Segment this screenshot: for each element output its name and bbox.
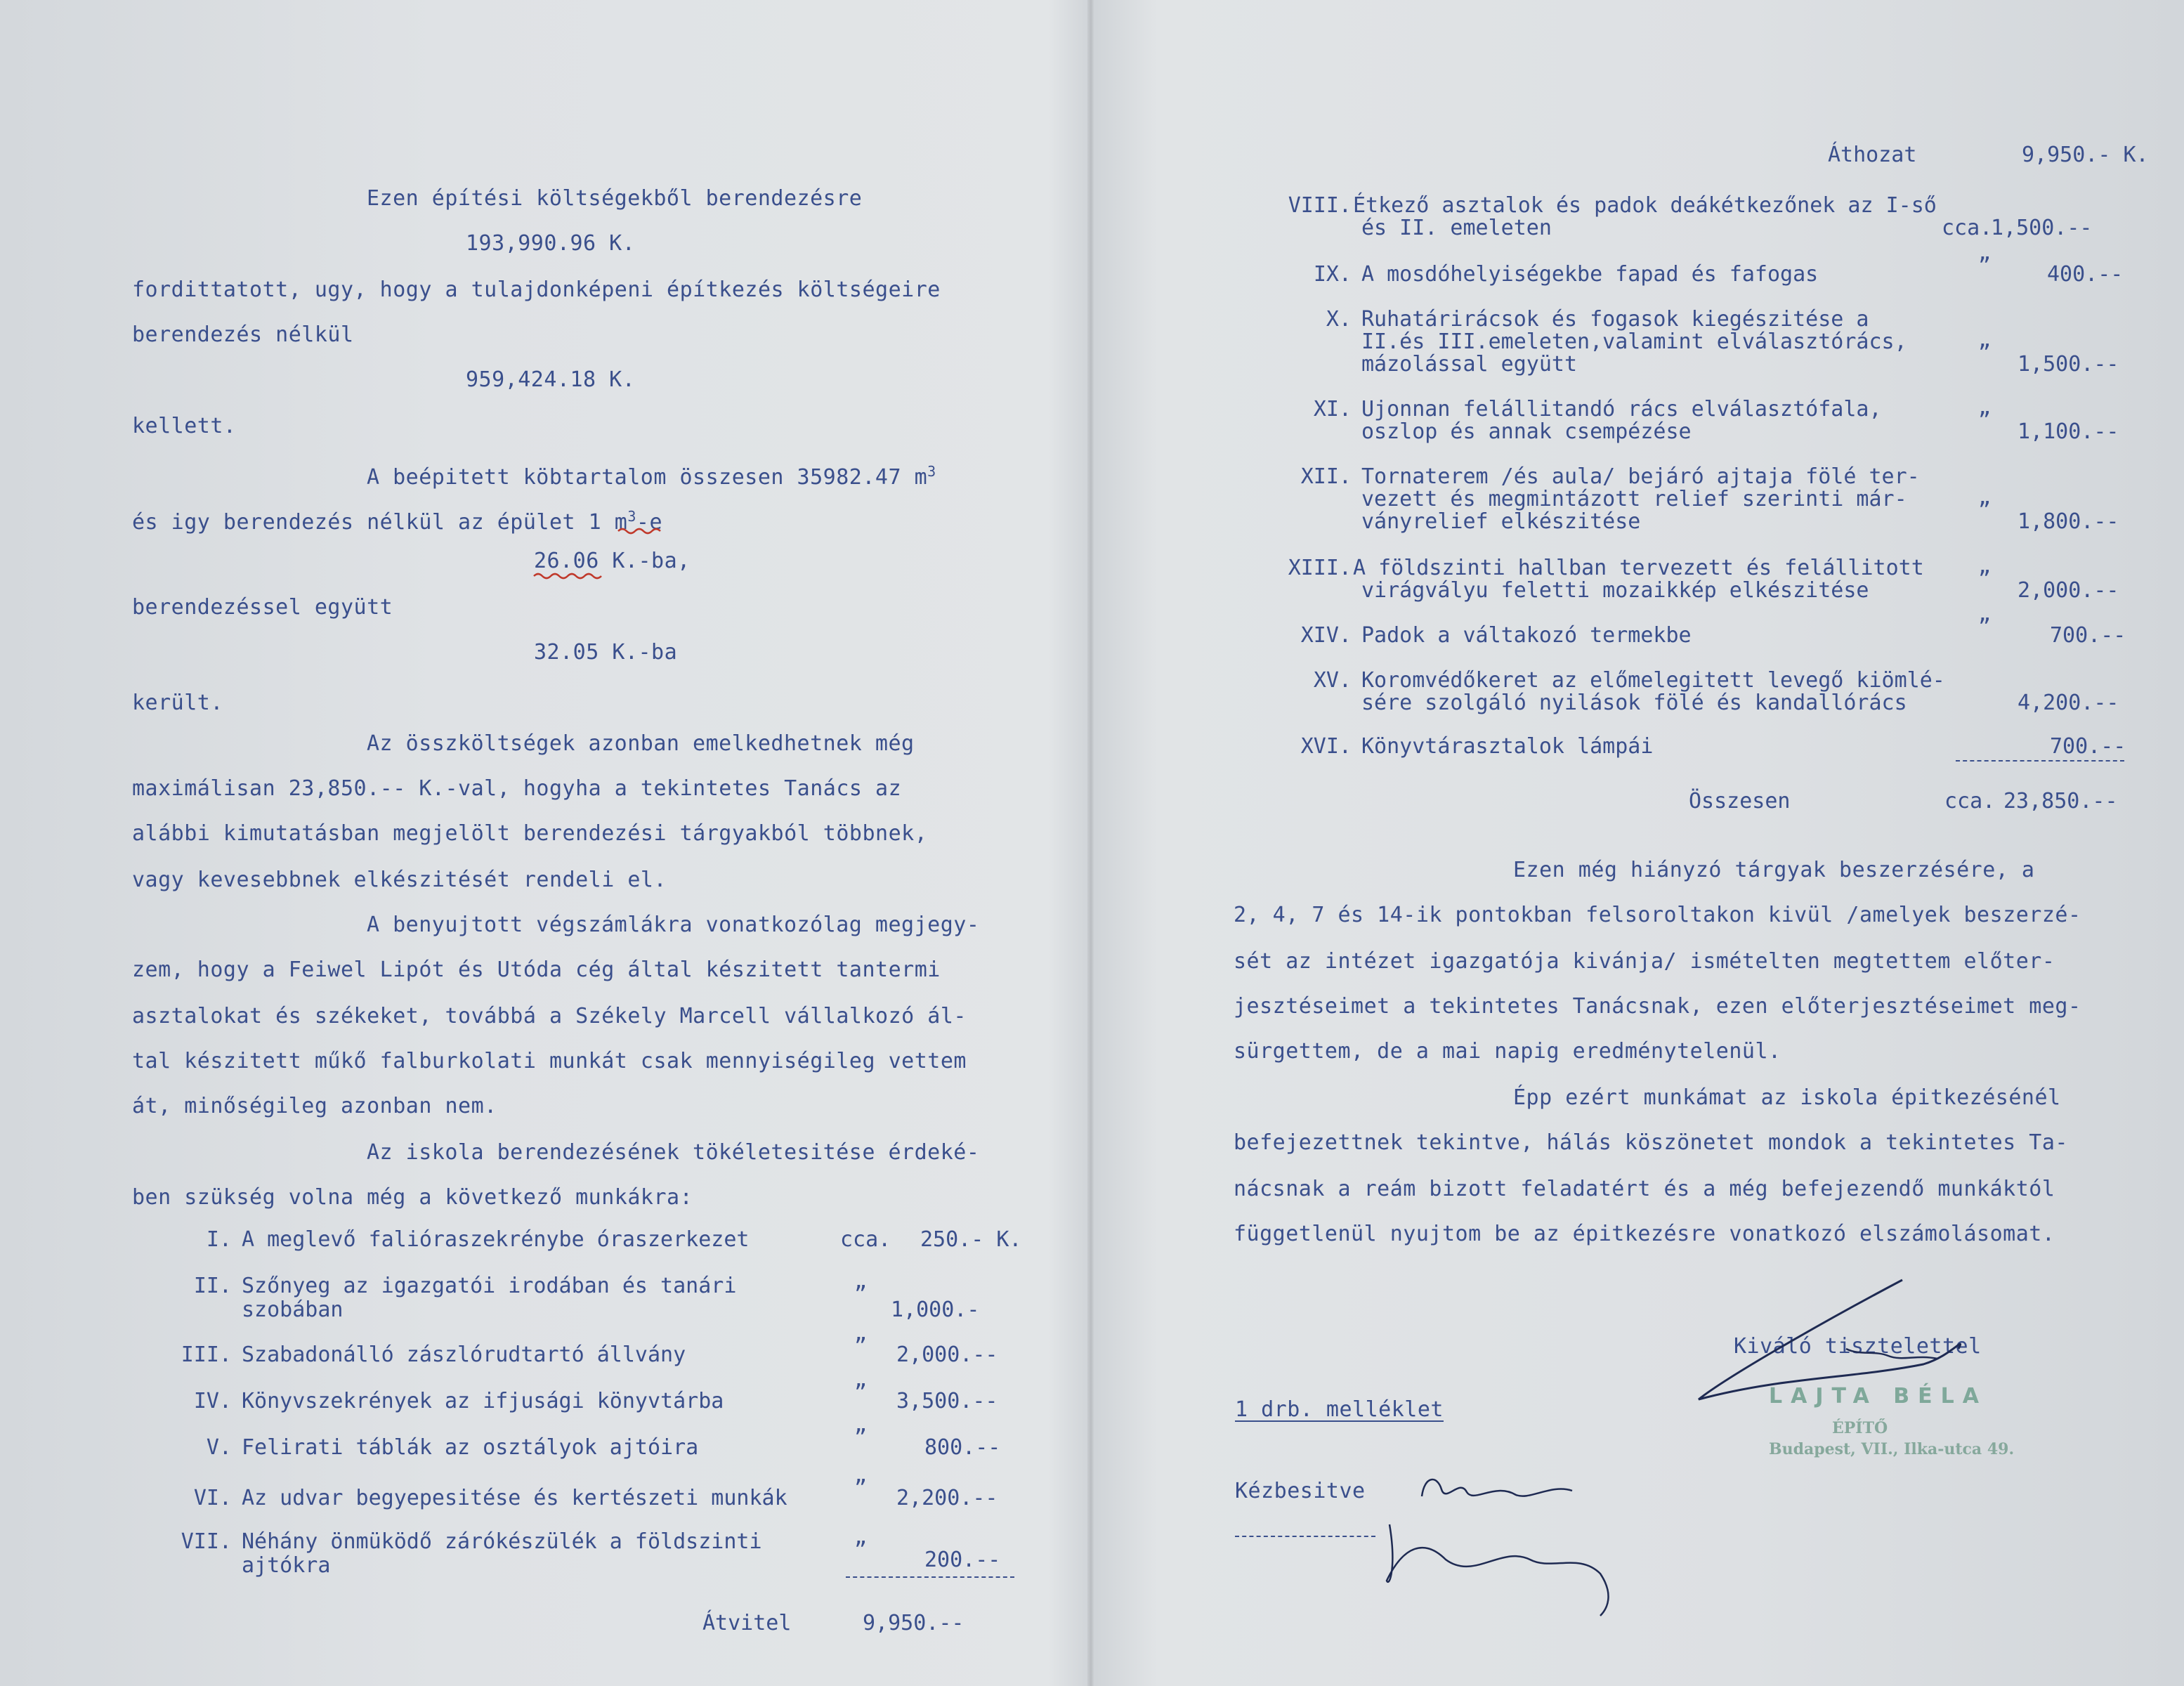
- body-line: maximálisan 23,850.-- K.-val, hogyha a tekintetes Tanács az: [132, 776, 902, 801]
- item-text: Néhány önmüködő zárókészülék a földszinti: [242, 1529, 762, 1554]
- body-line: zem, hogy a Feiwel Lipót és Utóda cég által készitett tantermi: [132, 958, 941, 982]
- total-amount: 23,850.--: [2003, 789, 2118, 813]
- intro-line: berendezés nélkül: [132, 322, 354, 347]
- item-number: XI.: [1313, 397, 1352, 422]
- delivered-line: Kézbesitve: [1235, 1479, 1366, 1503]
- item-number: XIV.: [1300, 623, 1352, 648]
- item-prefix: ”: [1978, 408, 1992, 433]
- item-number: IV.: [193, 1389, 232, 1413]
- closing-line: Kiváló tisztelettel: [1734, 1334, 1982, 1359]
- item-text: Könyvtárasztalok lámpái: [1361, 734, 1654, 759]
- item-amount: 700.--: [2050, 623, 2126, 648]
- intro-line: került.: [132, 691, 223, 715]
- item-amount: 3,500.--: [896, 1389, 998, 1413]
- item-text: Tornaterem /és aula/ bejáró ajtaja fölé ter-: [1361, 464, 1920, 489]
- superscript: 3: [927, 463, 936, 480]
- item-text: Könyvszekrények az ifjusági könyvtárba: [242, 1389, 724, 1413]
- item-number: VI.: [193, 1486, 232, 1510]
- body-line: jesztéseimet a tekintetes Tanácsnak, ezen előterjesztéseimet meg-: [1234, 994, 2081, 1019]
- amount-line: 32.05 K.-ba: [534, 640, 678, 665]
- item-number: III.: [181, 1342, 232, 1367]
- item-amount: 1,800.--: [2018, 509, 2119, 534]
- item-text: Ruhatárirácsok és fogasok kiegészitése a: [1361, 307, 1869, 332]
- item-text: ványrelief elkészitése: [1361, 509, 1641, 534]
- body-line: alábbi kimutatásban megjelölt berendezési tárgyakból többnek,: [132, 821, 928, 846]
- item-amount: 2,200.--: [896, 1486, 998, 1510]
- item-prefix: ”: [854, 1425, 868, 1450]
- item-text: sére szolgáló nyilások fölé és kandallórács: [1361, 691, 1907, 715]
- item-prefix: ”: [1978, 615, 1992, 639]
- stamp-address: Budapest, VII., Ilka-utca 49.: [1769, 1440, 2015, 1458]
- body-line: vagy kevesebbnek elkészitését rendeli el.: [132, 868, 667, 892]
- item-prefix: ”: [1978, 254, 1992, 278]
- item-amount: 250.- K.: [920, 1227, 1022, 1252]
- intro-line: kellett.: [132, 414, 237, 438]
- amount-line: 193,990.96 K.: [466, 231, 636, 256]
- item-text: Koromvédőkeret az előmelegitett levegő kiömlé-: [1361, 668, 1945, 693]
- right-page: [1094, 0, 2184, 1686]
- item-amount: 1,100.--: [2018, 419, 2119, 444]
- body-line: ben szükség volna még a következő munkákra:: [132, 1185, 693, 1210]
- brought-amount: 9,950.- K.: [2022, 143, 2149, 167]
- item-text: oszlop és annak csempézése: [1361, 419, 1692, 444]
- body-line: át, minőségileg azonban nem.: [132, 1094, 497, 1118]
- amount-line: 959,424.18 K.: [466, 367, 636, 392]
- item-prefix: ”: [1978, 341, 1992, 365]
- amount-line: 26.06 K.-ba,: [534, 549, 691, 573]
- item-text: Szőnyeg az igazgatói irodában és tanári: [242, 1274, 737, 1298]
- item-prefix: ”: [854, 1282, 868, 1307]
- item-amount: 1,000.-: [891, 1298, 980, 1322]
- superscript: 3: [627, 508, 636, 525]
- item-text: ajtókra: [242, 1553, 331, 1578]
- body-line: sürgettem, de a mai napig eredménytelenül.: [1234, 1039, 1781, 1064]
- item-text: Az udvar begyepesitése és kertészeti munkák: [242, 1486, 787, 1510]
- item-prefix: ”: [1978, 498, 1992, 523]
- item-number: II.: [193, 1274, 232, 1298]
- left-page: [0, 0, 1087, 1686]
- attachment-line: 1 drb. melléklet: [1235, 1397, 1444, 1422]
- item-text: vezett és megmintázott relief szerinti már-: [1361, 487, 1907, 511]
- item-text: szobában: [242, 1298, 344, 1322]
- stamp-title: ÉPÍTŐ: [1832, 1419, 1888, 1437]
- item-prefix: ”: [854, 1334, 868, 1359]
- item-amount: 200.--: [924, 1548, 1001, 1572]
- item-number: IX.: [1313, 262, 1352, 287]
- item-text: Szabadonálló zászlórudtartó állvány: [242, 1342, 686, 1367]
- item-text: mázolással együtt: [1361, 352, 1578, 377]
- item-prefix: ”: [854, 1538, 868, 1562]
- handwritten-signature-strokes: [1094, 0, 2184, 1686]
- item-prefix: cca.: [840, 1227, 891, 1252]
- body-line: befejezettnek tekintve, hálás köszönetet mondok a tekintetes Ta-: [1234, 1130, 2068, 1155]
- item-number: XV.: [1313, 668, 1352, 693]
- item-amount: 1,500.--: [2018, 352, 2119, 377]
- item-amount: 2,000.--: [896, 1342, 998, 1367]
- body-line: sét az intézet igazgatója kivánja/ ismételten megtettem előter-: [1234, 949, 2055, 974]
- item-number: XIII.: [1288, 556, 1352, 580]
- item-text: Padok a váltakozó termekbe: [1361, 623, 1692, 648]
- item-text: és II. emeleten: [1361, 216, 1552, 240]
- item-number: XVI.: [1300, 734, 1352, 759]
- item-amount: 700.--: [2050, 734, 2126, 759]
- unit-suffix: -e: [636, 510, 663, 535]
- total-label: Összesen: [1689, 789, 1791, 813]
- item-number: X.: [1326, 307, 1352, 332]
- body-line: Az összköltségek azonban emelkedhetnek még: [367, 731, 915, 756]
- item-text: Ujonnan felállitandó rács elválasztófala,: [1361, 397, 1882, 422]
- item-number: I.: [206, 1227, 232, 1252]
- item-text: II.és III.emeleten,valamint elválasztórács,: [1361, 329, 1907, 354]
- item-text: Feliratі táblák az osztályok ajtóira: [242, 1435, 699, 1460]
- page-fold: [1087, 0, 1094, 1686]
- volume-text: A beépitett köbtartalom összesen 35982.47 m: [367, 465, 928, 490]
- item-text: A meglevő falióraszekrénybe óraszerkezet: [242, 1227, 750, 1252]
- wavy-underline: [0, 0, 1087, 1686]
- body-line: nácsnak a reám bizott feladatért és a még befejezendő munkáktól: [1234, 1177, 2055, 1201]
- item-text: A földszinti hallban tervezett és felállitott: [1353, 556, 1924, 580]
- item-prefix: cca.: [1942, 216, 1993, 240]
- item-prefix: ”: [854, 1476, 868, 1501]
- item-amount: 400.--: [2047, 262, 2124, 287]
- body-line: 2, 4, 7 és 14-ik pontokban felsoroltakon kivül /amelyek beszerzé-: [1234, 903, 2081, 927]
- item-amount: 4,200.--: [2018, 691, 2119, 715]
- body-line: Az iskola berendezésének tökéletesitése érdeké-: [367, 1140, 980, 1165]
- body-line: asztalokat és székeket, továbbá a Székely Marcell vállalkozó ál-: [132, 1004, 967, 1028]
- intro-line: berendezéssel együtt: [132, 595, 393, 620]
- item-amount: 2,000.--: [2018, 578, 2119, 603]
- item-prefix: ”: [854, 1380, 868, 1405]
- item-number: V.: [206, 1435, 232, 1460]
- item-number: VII.: [181, 1529, 232, 1554]
- carry-label: Átvitel: [702, 1611, 792, 1635]
- brought-label: Áthozat: [1828, 143, 1917, 167]
- item-amount: 1,500.--: [1991, 216, 2093, 240]
- body-line: Épp ezért munkámat az iskola épitkezésénél: [1513, 1085, 2061, 1110]
- item-text: Étkező asztalok és padok deákétkezőnek az I-ső: [1353, 193, 1937, 218]
- item-number: XII.: [1300, 464, 1352, 489]
- item-prefix: ”: [1978, 567, 1992, 592]
- body-line: tal készitett műkő falburkolati munkát csak mennyiségileg vettem: [132, 1049, 967, 1073]
- intro-line: Ezen építési költségekből berendezésre: [367, 186, 863, 211]
- body-line: függetlenül nyujtom be az épitkezésre vonatkozó elszámolásomat.: [1234, 1222, 2055, 1246]
- body-line: A benyujtott végszámlákra vonatkozólag megjegy-: [367, 913, 980, 937]
- stamp-name: LAJTA BÉLA: [1769, 1384, 1987, 1409]
- intro-line: fordittatott, ugy, hogy a tulajdonképeni építkezés költségeire: [132, 277, 941, 302]
- item-number: VIII.: [1288, 193, 1352, 218]
- item-text: A mosdóhelyiségekbe fapad és fafogas: [1361, 262, 1819, 287]
- item-text: virágvályu feletti mozaikkép elkészitése: [1361, 578, 1869, 603]
- unit-text: és igy berendezés nélkül az épület 1 m: [132, 510, 628, 535]
- carry-amount: 9,950.--: [863, 1611, 965, 1635]
- total-prefix: cca.: [1944, 789, 1996, 813]
- body-line: Ezen még hiányzó tárgyak beszerzésére, a: [1513, 858, 2035, 882]
- item-amount: 800.--: [924, 1435, 1001, 1460]
